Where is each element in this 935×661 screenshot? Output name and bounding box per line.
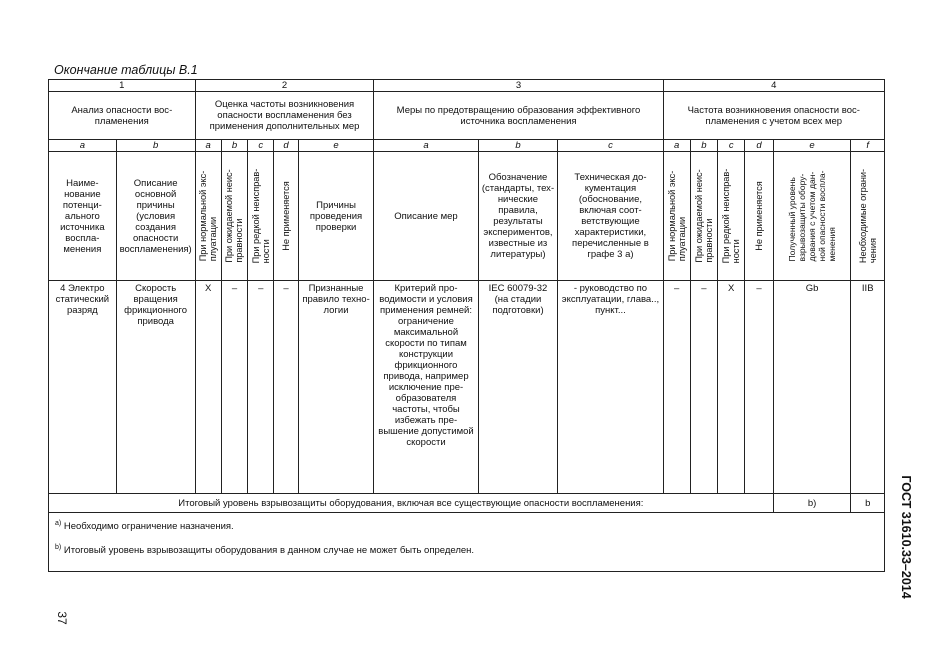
footnotes-row bbox=[49, 513, 885, 572]
footnote-a-mark: a) bbox=[55, 520, 62, 527]
cell-expected-malfunction-2: – bbox=[690, 281, 717, 494]
vertical-label: При ожидаемой неис- правности bbox=[224, 169, 245, 263]
cell-rare-malfunction: – bbox=[248, 281, 274, 494]
footnotes bbox=[49, 513, 885, 572]
hazard-table bbox=[48, 79, 885, 572]
letter-row bbox=[49, 140, 885, 152]
header-cause-description: Описание основной причины (условия создания опасности воспламенения) bbox=[116, 152, 195, 281]
header-expected-malfunction-2 bbox=[690, 152, 717, 281]
header-rare-malfunction-2 bbox=[718, 152, 745, 281]
vertical-label: Полученный уровень взрывозащиты обору- дования с учетом дан- ной опасности воспла- менения bbox=[787, 170, 838, 262]
table-row bbox=[49, 281, 885, 494]
letter-cell: b bbox=[221, 140, 247, 152]
cell-not-applicable-2: – bbox=[745, 281, 773, 494]
cell-source-name: 4 Электро статический разряд bbox=[49, 281, 117, 494]
cell-designation: IEC 60079-32 (на стадии подготовки) bbox=[478, 281, 558, 494]
header-expected-malfunction bbox=[221, 152, 247, 281]
cell-cause-description: Скорость вращения фрикционного привода bbox=[116, 281, 195, 494]
header-technical-documentation: Техническая документация (обоснование, включая соответствующие характеристики, перечисленные в графе 3 а) bbox=[558, 152, 663, 281]
letter-cell: d bbox=[274, 140, 298, 152]
header-normal-operation bbox=[195, 152, 221, 281]
letter-cell: c bbox=[248, 140, 274, 152]
letter-cell: a bbox=[374, 140, 478, 152]
column-number-row bbox=[49, 80, 885, 92]
total-row bbox=[49, 494, 885, 513]
footnote-b bbox=[55, 542, 878, 556]
letter-cell: f bbox=[851, 140, 885, 152]
footnote-a bbox=[55, 518, 878, 532]
header-protection-level bbox=[773, 152, 851, 281]
letter-cell: b bbox=[690, 140, 717, 152]
group-header-1: Анализ опасности воспламенения bbox=[49, 92, 196, 140]
cell-protection-level: Gb bbox=[773, 281, 851, 494]
col-number-1: 1 bbox=[49, 80, 196, 92]
letter-cell: a bbox=[663, 140, 690, 152]
vertical-label: Не применяется bbox=[280, 181, 291, 251]
column-header-row bbox=[49, 152, 885, 281]
cell-not-applicable: – bbox=[274, 281, 298, 494]
vertical-label: Необходимые ограни- чения bbox=[857, 168, 878, 264]
cell-normal-operation-2: – bbox=[663, 281, 690, 494]
page-number-text: 37 bbox=[55, 611, 69, 625]
group-header-2: Оценка частоты возникновения опасности воспламенения без применения дополнительных мер bbox=[195, 92, 374, 140]
col-number-2: 2 bbox=[195, 80, 374, 92]
header-restrictions bbox=[851, 152, 885, 281]
letter-cell: e bbox=[298, 140, 374, 152]
header-not-applicable bbox=[274, 152, 298, 281]
cell-normal-operation: X bbox=[195, 281, 221, 494]
letter-cell: a bbox=[49, 140, 117, 152]
letter-cell: c bbox=[558, 140, 663, 152]
header-not-applicable-2 bbox=[745, 152, 773, 281]
total-protection-level: b) bbox=[773, 494, 851, 513]
letter-cell: c bbox=[718, 140, 745, 152]
header-normal-operation-2 bbox=[663, 152, 690, 281]
group-header-4: Частота возникновения опасности воспламенения с учетом всех мер bbox=[663, 92, 884, 140]
vertical-label: При редкой неисправ- ности bbox=[721, 168, 742, 264]
header-check-reasons: Причины проведения проверки bbox=[298, 152, 374, 281]
footnote-b-text: Итоговый уровень взрывозащиты оборудования в данном случае не может быть определен. bbox=[61, 545, 475, 557]
letter-cell: b bbox=[478, 140, 558, 152]
cell-expected-malfunction: – bbox=[221, 281, 247, 494]
cell-measures-description: Критерий проводимости и условия применения ремней: ограничение максимальной скорости по типам конструкции фрикционного привода, например исключение преобразователя частоты, чтобы избежать превышение допустимой скорости bbox=[374, 281, 478, 494]
vertical-label: Не применяется bbox=[754, 181, 764, 251]
vertical-label: При нормальной экс- плуатации bbox=[198, 170, 219, 262]
header-designation: Обозначение (стандарты, технические правила, результаты экспериментов, известные из литературы) bbox=[478, 152, 558, 281]
cell-technical-documentation: - руководство по эксплуатации, глава.., пункт... bbox=[558, 281, 663, 494]
total-label: Итоговый уровень взрывозащиты оборудования, включая все существующие опасности воспламенения: bbox=[49, 494, 774, 513]
letter-cell: a bbox=[195, 140, 221, 152]
col-number-3: 3 bbox=[374, 80, 663, 92]
cell-rare-malfunction-2: X bbox=[718, 281, 745, 494]
footnote-b-mark: b) bbox=[55, 544, 62, 552]
table-caption: Окончание таблицы В.1 bbox=[54, 63, 198, 77]
page-number bbox=[52, 606, 72, 630]
standard-label bbox=[896, 457, 916, 617]
footnote-a-text: Необходимо ограничение назначения. bbox=[61, 521, 234, 533]
header-rare-malfunction bbox=[248, 152, 274, 281]
header-source-name: Наименование потенциального источника воспламенения bbox=[49, 152, 117, 281]
letter-cell: d bbox=[745, 140, 773, 152]
col-number-4: 4 bbox=[663, 80, 884, 92]
cell-check-reasons: Признанные правило технологии bbox=[298, 281, 374, 494]
group-header-row bbox=[49, 92, 885, 140]
letter-cell: b bbox=[116, 140, 195, 152]
header-measures-description: Описание мер bbox=[374, 152, 478, 281]
vertical-label: При редкой неисправ- ности bbox=[250, 168, 271, 264]
cell-restrictions: IIB bbox=[851, 281, 885, 494]
vertical-label: При нормальной экс- плуатации bbox=[666, 170, 687, 262]
group-header-3: Меры по предотвращению образования эффективного источника воспламенения bbox=[374, 92, 663, 140]
vertical-label: При ожидаемой неис- правности bbox=[693, 169, 714, 263]
letter-cell: e bbox=[773, 140, 851, 152]
standard-label-text: ГОСТ 31610.33–2014 bbox=[899, 475, 913, 599]
total-restrictions: b bbox=[851, 494, 885, 513]
